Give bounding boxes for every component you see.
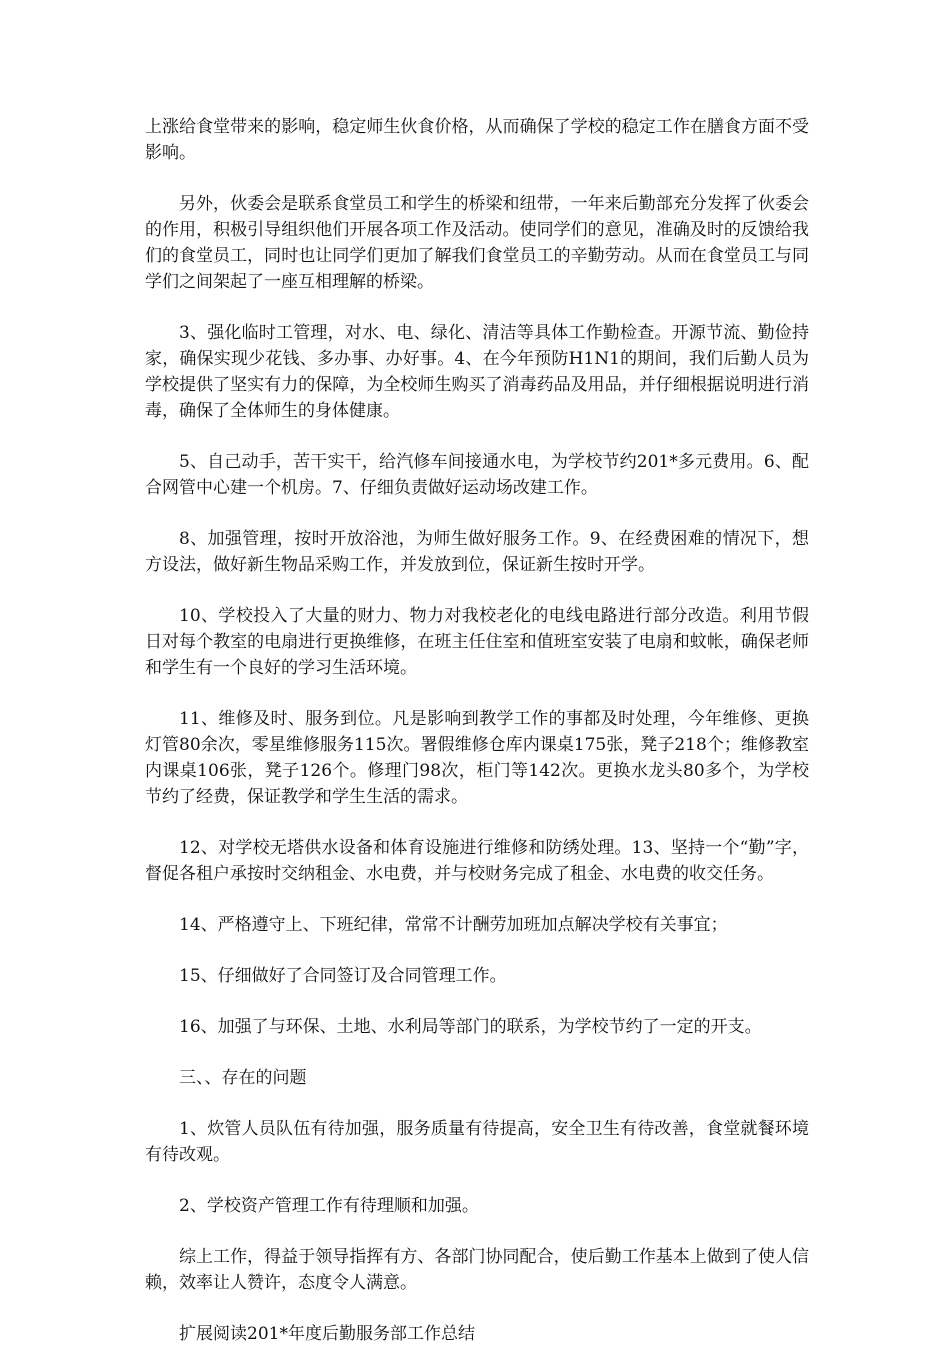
paragraph-committee-role: 另外，伙委会是联系食堂员工和学生的桥梁和纽带，一年来后勤部充分发挥了伙委会的作用，积极引导组织他们开展各项工作及活动。使同学们的意见，准确及时的反馈给我们的食堂员工，同时也让同学们更加了解我们食堂员工的辛勤劳动。从而在食堂员工与同学们之间架起了一座互相理解的桥梁。 (145, 194, 809, 292)
paragraph-item-12-13: 12、对学校无塔供水设备和体育设施进行维修和防绣处理。13、坚持一个“勤”字，督促各租户承按时交纳租金、水电费，并与校财务完成了租金、水电费的收交任务。 (145, 838, 809, 884)
paragraph-item-3-4: 3、强化临时工管理，对水、电、绿化、清洁等具体工作勤检查。开源节流、勤俭持家，确保实现少花钱、多办事、办好事。4、在今年预防H1N1的期间，我们后勤人员为学校提供了坚实有力的保障，为全校师生购买了消毒药品及用品，并仔细根据说明进行消毒，确保了全体师生的身体健康。 (145, 323, 809, 421)
paragraph-extended-reading: 扩展阅读201*年度后勤服务部工作总结 (179, 1324, 475, 1344)
section-heading-problems: 三、、存在的问题 (179, 1068, 307, 1088)
paragraph-item-10: 10、学校投入了大量的财力、物力对我校老化的电线电路进行部分改造。利用节假日对每个教室的电扇进行更换维修，在班主任住室和值班室安装了电扇和蚊帐，确保老师和学生有一个良好的学习生活环境。 (145, 606, 809, 678)
document-body (145, 114, 809, 1372)
paragraph-item-11: 11、维修及时、服务到位。凡是影响到教学工作的事都及时处理，今年维修、更换灯管80余次，零星维修服务115次。署假维修仓库内课桌175张，凳子218个；维修教室内课桌106张，凳子126个。修理门98次，柜门等142次。更换水龙头80多个，为学校节约了经费，保证教学和学生生活的需求。 (145, 709, 809, 807)
paragraph-item-8-9: 8、加强管理，按时开放浴池，为师生做好服务工作。9、在经费困难的情况下，想方设法，做好新生物品采购工作，并发放到位，保证新生按时开学。 (145, 529, 809, 575)
paragraph-problem-2: 2、学校资产管理工作有待理顺和加强。 (179, 1196, 479, 1216)
paragraph-problem-1: 1、炊管人员队伍有待加强，服务质量有待提高，安全卫生有待改善，食堂就餐环境有待改观。 (145, 1119, 809, 1165)
paragraph-conclusion: 综上工作，得益于领导指挥有方、各部门协同配合，使后勤工作基本上做到了使人信赖，效率让人赞许，态度令人满意。 (145, 1247, 809, 1293)
paragraph-item-5-7: 5、自己动手，苦干实干，给汽修车间接通水电，为学校节约201*多元费用。6、配合网管中心建一个机房。7、仔细负责做好运动场改建工作。 (145, 452, 809, 498)
paragraph-item-14: 14、严格遵守上、下班纪律，常常不计酬劳加班加点解决学校有关事宜； (179, 915, 728, 935)
paragraph-item-16: 16、加强了与环保、土地、水利局等部门的联系，为学校节约了一定的开支。 (179, 1017, 762, 1037)
paragraph-continuation: 上涨给食堂带来的影响，稳定师生伙食价格，从而确保了学校的稳定工作在膳食方面不受影响。 (145, 117, 809, 163)
paragraph-item-15: 15、仔细做好了合同签订及合同管理工作。 (179, 966, 507, 986)
